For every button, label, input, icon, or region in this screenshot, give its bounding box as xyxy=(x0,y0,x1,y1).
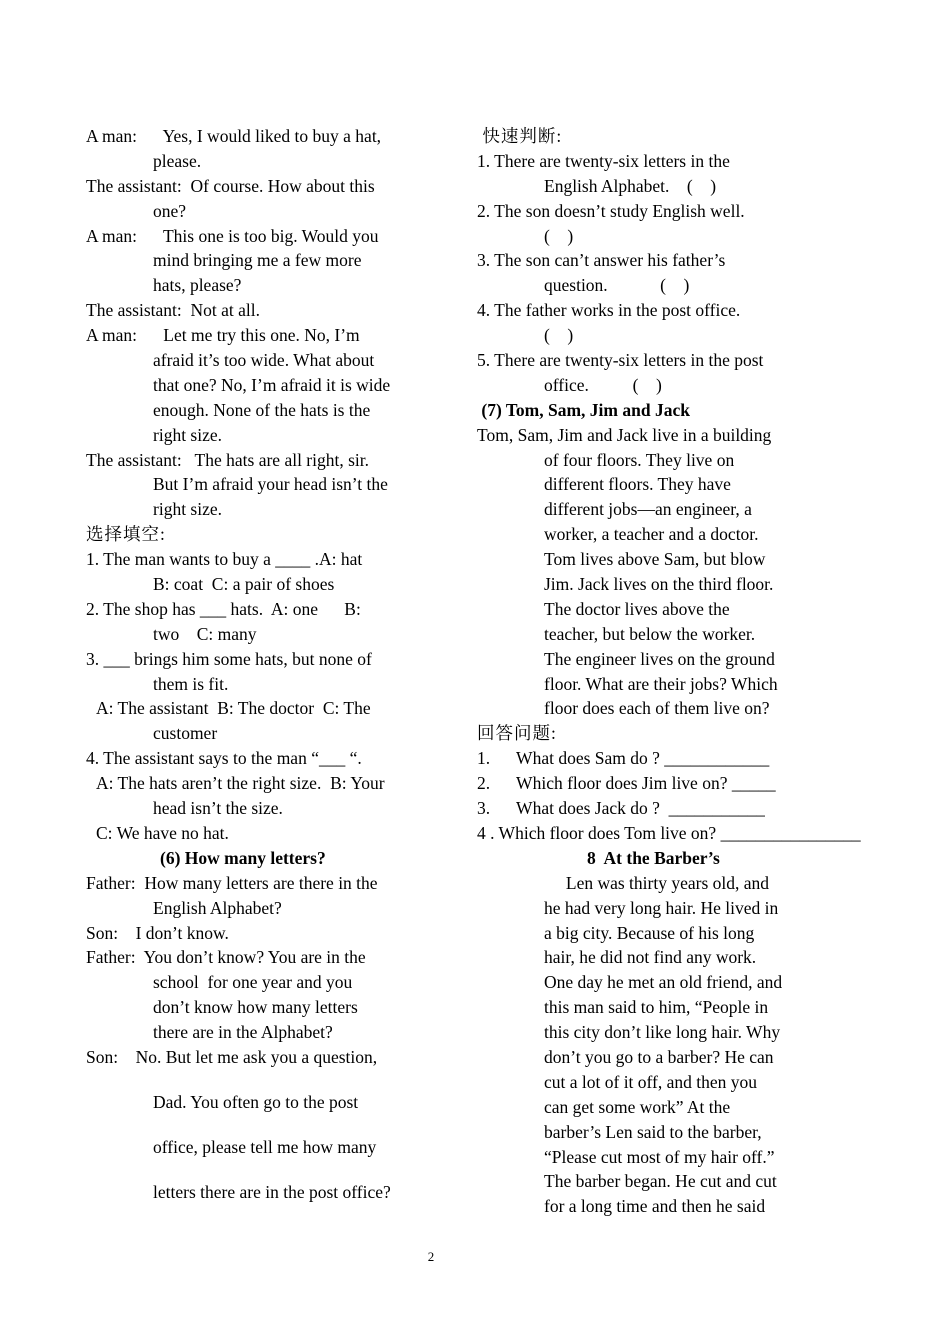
passage-line: floor. What are their jobs? Which xyxy=(544,673,778,694)
statement-line: office. ( ) xyxy=(544,374,662,395)
section-title-how-many-letters: (6) How many letters? xyxy=(160,847,326,868)
dialogue-line: Son: No. But let me ask you a question, xyxy=(86,1046,378,1067)
passage-line: One day he met an old friend, and xyxy=(544,972,783,993)
dialogue-line: Father: You don’t know? You are in the xyxy=(86,947,366,968)
page-number: 2 xyxy=(427,1249,435,1264)
section-heading-answer-questions: 回答问题: xyxy=(477,723,557,744)
passage-line: worker, a teacher and a doctor. xyxy=(544,524,759,545)
dialogue-line: A man: This one is too big. Would you xyxy=(86,225,379,246)
passage-line: Len was thirty years old, and xyxy=(544,872,770,893)
dialogue-line: office, please tell me how many xyxy=(153,1136,377,1157)
dialogue-line: right size. xyxy=(153,499,223,520)
passage-line: different floors. They have xyxy=(544,474,731,495)
passage-line: floor does each of them live on? xyxy=(544,698,770,719)
dialogue-line: The assistant: Of course. How about this xyxy=(86,175,375,196)
passage-line: different jobs—an engineer, a xyxy=(544,499,752,520)
statement-line: English Alphabet. ( ) xyxy=(544,175,717,196)
dialogue-line: mind bringing me a few more xyxy=(153,250,362,271)
passage-line: he had very long hair. He lived in xyxy=(544,897,779,918)
question-line: 2. Which floor does Jim live on? _____ xyxy=(477,773,776,794)
question-line: two C: many xyxy=(153,623,257,644)
dialogue-line: Father: How many letters are there in the xyxy=(86,872,378,893)
statement-line: 2. The son doesn’t study English well. xyxy=(477,200,745,221)
question-line: head isn’t the size. xyxy=(153,798,283,819)
passage-line: cut a lot of it off, and then you xyxy=(544,1071,758,1092)
question-line: 2. The shop has ___ hats. A: one B: xyxy=(86,598,361,619)
left-column xyxy=(86,124,431,1205)
dialogue-line: please. xyxy=(153,150,202,171)
question-line: 1. What does Sam do ? ____________ xyxy=(477,748,770,769)
dialogue-line: Son: I don’t know. xyxy=(86,922,229,943)
question-line: B: coat C: a pair of shoes xyxy=(153,574,335,595)
dialogue-line: The assistant: Not at all. xyxy=(86,300,260,321)
dialogue-line: afraid it’s too wide. What about xyxy=(153,350,375,371)
question-line: A: The assistant B: The doctor C: The xyxy=(96,698,371,719)
dialogue-line: enough. None of the hats is the xyxy=(153,399,371,420)
dialogue-line: But I’m afraid your head isn’t the xyxy=(153,474,388,495)
question-line: A: The hats aren’t the right size. B: Your xyxy=(96,773,385,794)
passage-line: for a long time and then he said xyxy=(544,1196,766,1217)
passage-line: can get some work” At the xyxy=(544,1096,731,1117)
dialogue-line: right size. xyxy=(153,424,223,445)
section-title-at-the-barbers: 8 At the Barber’s xyxy=(587,847,720,868)
section-title-tom-sam-jim-jack: (7) Tom, Sam, Jim and Jack xyxy=(477,399,690,420)
dialogue-line: The assistant: The hats are all right, sir. xyxy=(86,449,370,470)
dialogue-line: school for one year and you xyxy=(153,972,353,993)
statement-line: 3. The son can’t answer his father’s xyxy=(477,250,726,271)
passage-line: this man said to him, “People in xyxy=(544,997,769,1018)
passage-line: don’t you go to a barber? He can xyxy=(544,1046,774,1067)
statement-line: question. ( ) xyxy=(544,275,690,296)
dialogue-line: that one? No, I’m afraid it is wide xyxy=(153,374,391,395)
passage-line: Tom, Sam, Jim and Jack live in a building xyxy=(477,424,772,445)
question-line: 3. What does Jack do ? ___________ xyxy=(477,798,765,819)
passage-line: hair, he did not find any work. xyxy=(544,947,757,968)
passage-line: barber’s Len said to the barber, xyxy=(544,1121,762,1142)
passage-line: “Please cut most of my hair off.” xyxy=(544,1146,775,1167)
question-line: C: We have no hat. xyxy=(96,822,229,843)
section-heading-true-false: 快速判断: xyxy=(477,126,563,146)
statement-line: 1. There are twenty-six letters in the xyxy=(477,150,730,171)
passage-line: of four floors. They live on xyxy=(544,449,735,470)
question-line: them is fit. xyxy=(153,673,229,694)
passage-line: Jim. Jack lives on the third floor. xyxy=(544,574,774,595)
dialogue-line: letters there are in the post office? xyxy=(153,1181,391,1202)
statement-line: ( ) xyxy=(544,325,574,346)
statement-line: 5. There are twenty-six letters in the post xyxy=(477,350,764,371)
question-line: 1. The man wants to buy a ____ .A: hat xyxy=(86,549,363,570)
passage-line: Tom lives above Sam, but blow xyxy=(544,549,766,570)
right-column xyxy=(477,124,892,1219)
passage-line: The doctor lives above the xyxy=(544,598,730,619)
section-heading-multiple-choice: 选择填空: xyxy=(86,524,166,545)
dialogue-line: English Alphabet? xyxy=(153,897,282,918)
dialogue-line: hats, please? xyxy=(153,275,242,296)
dialogue-line: don’t know how many letters xyxy=(153,997,358,1018)
passage-line: this city don’t like long hair. Why xyxy=(544,1022,781,1043)
statement-line: 4. The father works in the post office. xyxy=(477,300,741,321)
dialogue-line: one? xyxy=(153,200,187,221)
passage-line: The barber began. He cut and cut xyxy=(544,1171,777,1192)
question-line: 4. The assistant says to the man “___ “. xyxy=(86,748,362,769)
question-line: 3. ___ brings him some hats, but none of xyxy=(86,648,372,669)
passage-line: teacher, but below the worker. xyxy=(544,623,756,644)
dialogue-line: A man: Let me try this one. No, I’m xyxy=(86,325,360,346)
passage-line: a big city. Because of his long xyxy=(544,922,755,943)
question-line: 4 . Which floor does Tom live on? ________________ xyxy=(477,822,861,843)
question-line: customer xyxy=(153,723,218,744)
dialogue-line: Dad. You often go to the post xyxy=(153,1091,359,1112)
dialogue-line: there are in the Alphabet? xyxy=(153,1022,333,1043)
dialogue-line: A man: Yes, I would liked to buy a hat, xyxy=(86,126,382,146)
statement-line: ( ) xyxy=(544,225,574,246)
passage-line: The engineer lives on the ground xyxy=(544,648,775,669)
